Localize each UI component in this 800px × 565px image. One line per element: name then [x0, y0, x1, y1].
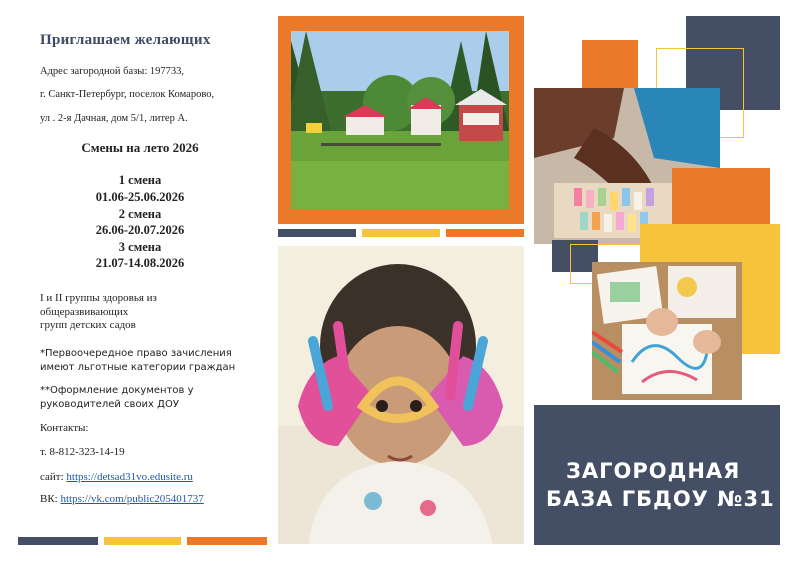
shift-2-name: 2 смена	[118, 207, 162, 221]
shift-2-dates: 26.06-20.07.2026	[95, 223, 185, 237]
address-line-3: ул . 2-я Дачная, дом 5/1, литер А.	[40, 113, 188, 124]
banner-line-1: ЗАГОРОДНАЯ	[566, 459, 741, 483]
shift-3-dates: 21.07-14.08.2026	[95, 256, 185, 270]
contacts-label: Контакты:	[40, 422, 89, 434]
shift-1-dates: 01.06-25.06.2026	[95, 190, 185, 204]
camp-photo-frame	[278, 16, 524, 224]
docs-line-2: руководителей своих ДОУ	[40, 398, 179, 410]
bar-orange-bottom	[187, 537, 267, 545]
docs-line-1: **Оформление документов у	[40, 385, 194, 396]
banner-line-2: БАЗА ГБДОУ №31	[546, 487, 775, 511]
docs-note	[40, 384, 260, 411]
bar-navy-bottom	[18, 537, 98, 545]
health-line-1: I и II группы здоровья из	[40, 292, 157, 304]
address-line-1: Адрес загородной базы: 197733,	[40, 66, 185, 77]
site-row	[40, 471, 260, 485]
invite-title: Приглашаем желающих	[40, 32, 211, 48]
shifts-title: Смены на лето 2026	[81, 140, 199, 155]
square-orange-top	[582, 40, 638, 90]
health-line-2: общеразвивающих	[40, 305, 129, 318]
shift-1-name: 1 смена	[118, 173, 162, 187]
camp-banner	[534, 405, 780, 545]
priority-note	[40, 347, 260, 374]
phone: т. 8-812-323-14-19	[40, 446, 125, 458]
priority-line-1: *Первоочередное право зачисления	[40, 348, 232, 359]
vk-label: ВК:	[40, 493, 61, 505]
shift-3-name: 3 смена	[118, 240, 162, 254]
bar-yellow-middle	[362, 229, 440, 237]
priority-line-2: имеют льготные категории граждан	[40, 361, 236, 373]
address-line-2: г. Санкт-Петербург, поселок Комарово,	[40, 89, 215, 100]
bar-orange-middle	[446, 229, 524, 237]
bar-yellow-bottom	[104, 537, 181, 545]
child-photo	[278, 246, 524, 544]
vk-link[interactable]: https://vk.com/public205401737	[60, 493, 204, 505]
bar-navy-middle	[278, 229, 356, 237]
drawing-photo	[592, 262, 742, 400]
health-line-3: групп детских садов	[40, 319, 136, 331]
health-groups	[40, 292, 260, 333]
camp-photo	[291, 31, 509, 209]
vk-row	[40, 493, 260, 507]
site-label: сайт:	[40, 471, 67, 483]
site-link[interactable]: https://detsad31vo.edusite.ru	[66, 471, 193, 483]
